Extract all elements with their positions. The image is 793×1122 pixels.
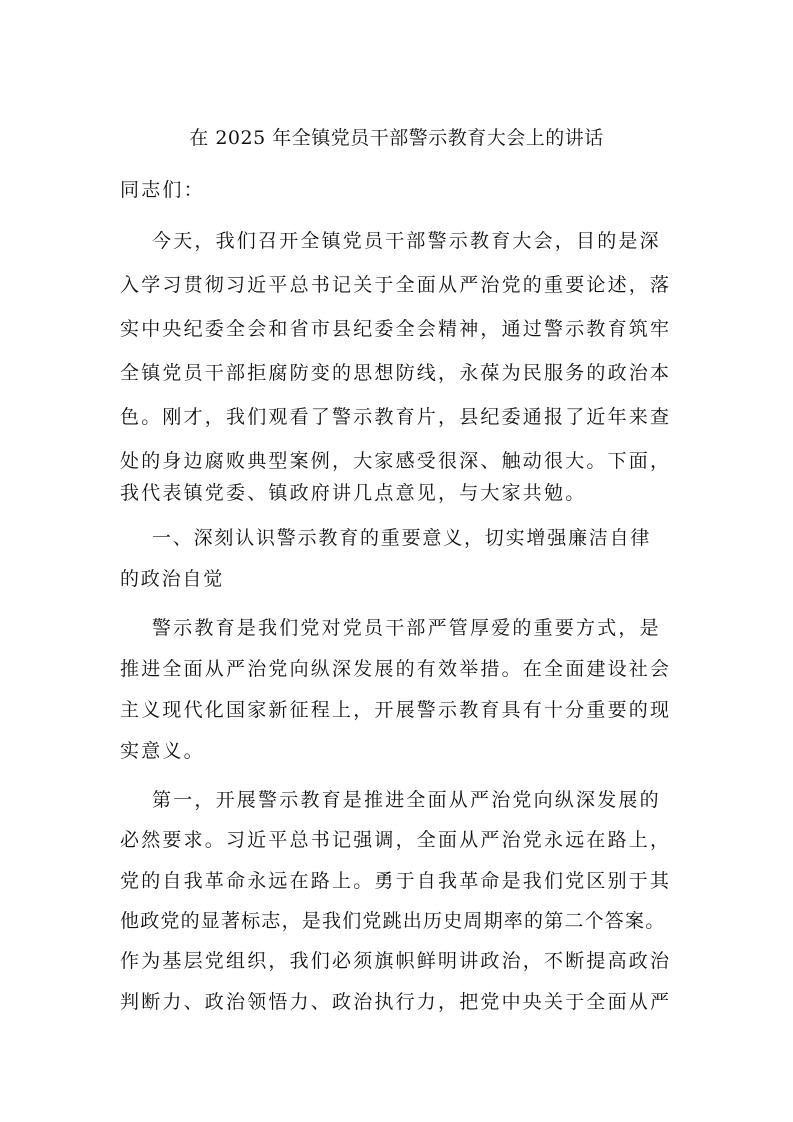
section-heading: 的政治自觉 [120, 568, 225, 590]
paragraph-line: 处的身边腐败典型案例，大家感受很深、触动很大。下面， [120, 450, 672, 472]
paragraph-line: 入学习贯彻习近平总书记关于全面从严治党的重要论述，落 [120, 274, 672, 296]
paragraph-line: 色。刚才，我们观看了警示教育片，县纪委通报了近年来查 [120, 406, 672, 428]
paragraph-line: 必然要求。习近平总书记强调，全面从严治党永远在路上， [120, 829, 672, 851]
paragraph-line: 警示教育是我们党对党员干部严管厚爱的重要方式，是 [152, 617, 661, 639]
paragraph-line: 今天，我们召开全镇党员干部警示教育大会，目的是深 [152, 230, 661, 252]
paragraph-line: 他政党的显著标志，是我们党跳出历史周期率的第二个答案。 [120, 910, 666, 932]
paragraph-line: 推进全面从严治党向纵深发展的有效举措。在全面建设社会 [120, 658, 672, 680]
paragraph-line: 全镇党员干部拒腐防变的思想防线，永葆为民服务的政治本 [120, 362, 672, 384]
section-heading: 一、深刻认识警示教育的重要意义，切实增强廉洁自律 [152, 527, 652, 549]
paragraph-line: 实中央纪委全会和省市县纪委全会精神，通过警示教育筑牢 [120, 318, 672, 340]
paragraph-line: 第一，开展警示教育是推进全面从严治党向纵深发展的 [152, 789, 661, 811]
paragraph-line: 判断力、政治领悟力、政治执行力，把党中央关于全面从严 [120, 991, 672, 1013]
paragraph-line: 我代表镇党委、镇政府讲几点意见，与大家共勉。 [120, 482, 587, 504]
paragraph-line: 党的自我革命永远在路上。勇于自我革命是我们党区别于其 [120, 870, 672, 892]
paragraph-line: 实意义。 [120, 740, 205, 762]
paragraph-line: 作为基层党组织，我们必须旗帜鲜明讲政治，不断提高政治 [120, 950, 672, 972]
document-title: 在 2025 年全镇党员干部警示教育大会上的讲话 [189, 127, 604, 149]
salutation: 同志们： [120, 179, 205, 201]
paragraph-line: 主义现代化国家新征程上，开展警示教育具有十分重要的现 [120, 699, 672, 721]
